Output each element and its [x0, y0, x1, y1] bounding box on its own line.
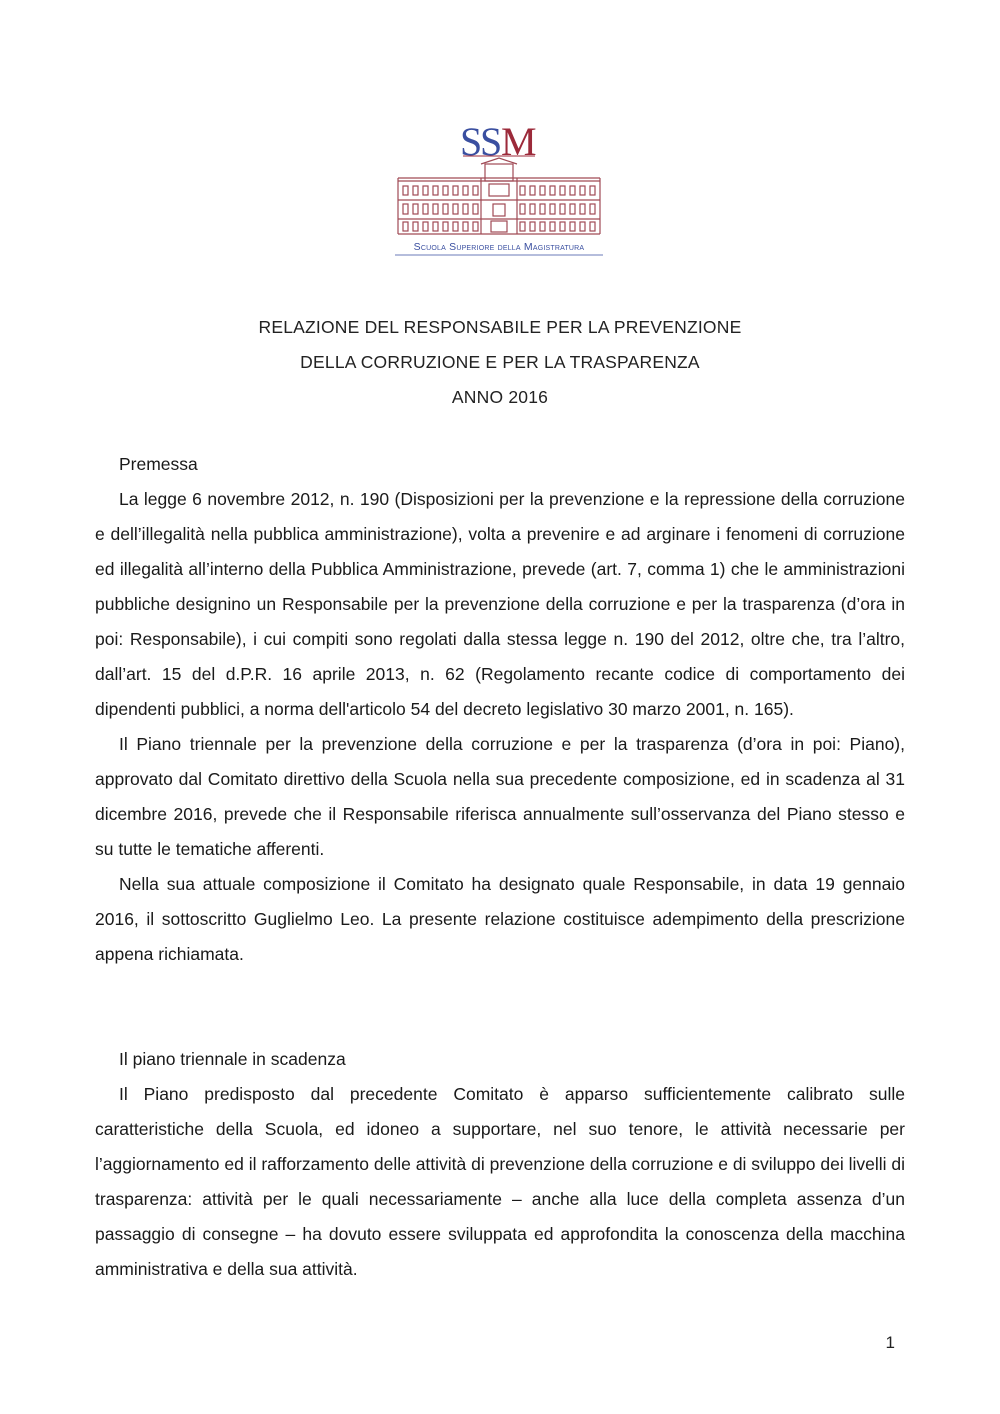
section-heading-premessa: Premessa	[119, 454, 198, 474]
document-body	[95, 447, 905, 1287]
title-line-1: RELAZIONE DEL RESPONSABILE PER LA PREVENZIONE	[258, 317, 742, 337]
section-heading-piano: Il piano triennale in scadenza	[119, 1049, 346, 1069]
svg-text:S: S	[480, 119, 502, 164]
title-line-2: DELLA CORRUZIONE E PER LA TRASPARENZA	[300, 352, 700, 372]
svg-text:Scuola Superiore della Magistr: Scuola Superiore della Magistratura	[413, 241, 585, 253]
ssm-logo	[393, 118, 605, 258]
svg-text:M: M	[501, 119, 537, 164]
ssm-logo-graphic	[393, 118, 605, 258]
title-line-3: ANNO 2016	[451, 387, 549, 407]
page-number: 1	[885, 1333, 895, 1352]
paragraph: Nella sua attuale composizione il Comitato ha designato quale Responsabile, in data 19 gennaio 2016, il sottoscritto Guglielmo Leo. La presente relazione costituisce adempimento della prescrizione appena richiamata.	[95, 874, 905, 964]
paragraph: Il Piano triennale per la prevenzione della corruzione e per la trasparenza (d’ora in poi: Piano), approvato dal Comitato direttivo della Scuola nella sua precedente composizione, ed in scadenza al 31 dicembre 2016, prevede che il Responsabile riferisca annualmente sull’osservanza del Piano stesso e su tutte le tematiche afferenti.	[95, 734, 905, 859]
section-spacer	[95, 972, 905, 1042]
report-title	[95, 310, 905, 415]
paragraph: Il Piano predisposto dal precedente Comitato è apparso sufficientemente calibrato sulle caratteristiche della Scuola, ed idoneo a supportare, nel suo tenore, le attività necessarie per l’aggiornamento ed il rafforzamento delle attività di prevenzione della corruzione e di sviluppo dei livelli di trasparenza: attività per le quali necessariamente – anche alla luce della completa assenza d’un passaggio di consegne – ha dovuto essere sviluppata ed approfondita la conoscenza della macchina amministrativa e della sua attività.	[95, 1084, 905, 1279]
svg-text:S: S	[460, 119, 482, 164]
paragraph: La legge 6 novembre 2012, n. 190 (Disposizioni per la prevenzione e la repressione della corruzione e dell’illegalità nella pubblica amministrazione), volta a prevenire e ad arginare i fenomeni di corruzione ed illegalità all’interno della Pubblica Amministrazione, prevede (art. 7, comma 1) che le amministrazioni pubbliche designino un Responsabile per la prevenzione della corruzione e per la trasparenza (d’ora in poi: Responsabile), i cui compiti sono regolati dalla stessa legge n. 190 del 2012, oltre che, tra l’altro, dall’art. 15 del d.P.R. 16 aprile 2013, n. 62 (Regolamento recante codice di comportamento dei dipendenti pubblici, a norma dell'articolo 54 del decreto legislativo 30 marzo 2001, n. 165).	[95, 489, 905, 719]
